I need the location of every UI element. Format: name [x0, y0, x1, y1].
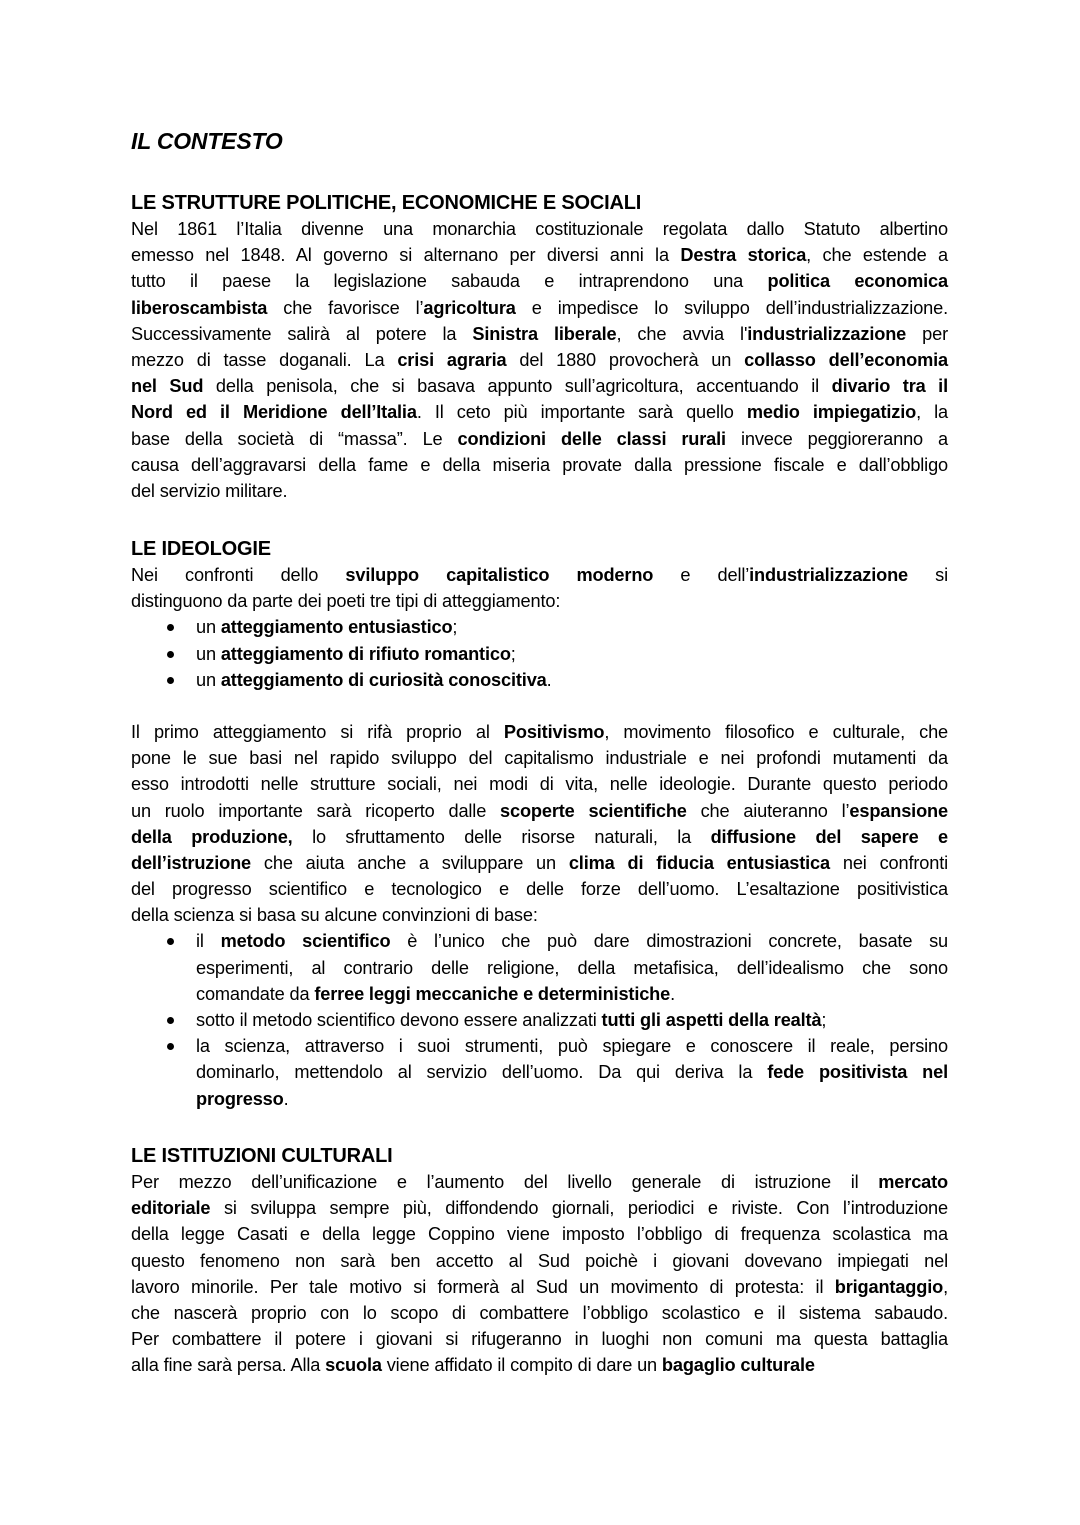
text: Per combattere il potere i giovani si rifugeranno in luoghi non comuni ma questa battaglia [131, 1329, 948, 1350]
text: che aiuta anche a sviluppare un [251, 852, 569, 873]
text-line [196, 928, 948, 954]
text: ; [510, 643, 516, 664]
bold-text: progresso [196, 1088, 284, 1109]
bullet-icon [167, 651, 174, 658]
text-line [131, 1326, 948, 1352]
text-line [131, 242, 948, 268]
bold-text: atteggiamento entusiastico [220, 617, 453, 638]
bold-text: bagaglio culturale [661, 1355, 815, 1376]
section-ideologie [131, 536, 948, 1112]
text: , movimento filosofico e culturale, che [604, 721, 948, 742]
text: si sviluppa sempre più, diffondendo giornali, periodici e riviste. Con l’introduzione [210, 1198, 948, 1219]
text-line [131, 824, 948, 850]
paragraph [131, 1169, 948, 1379]
text: , che avvia l' [616, 323, 748, 344]
text: lavoro minorile. Per tale motivo si formerà al Sud un movimento di protesta: il [131, 1276, 835, 1297]
text: . [546, 669, 552, 690]
text: comandate da [196, 983, 315, 1004]
text-line [131, 295, 948, 321]
bold-text: politica economica [767, 271, 948, 292]
text: per [906, 323, 948, 344]
text: Nei confronti dello [131, 565, 346, 585]
text: Il primo atteggiamento si rifà proprio al [131, 721, 504, 742]
text-line [131, 902, 948, 928]
text: , che estende a [806, 245, 948, 266]
text: è l’unico che può dare dimostrazioni concrete, basate su [390, 931, 948, 952]
bold-text: Destra storica [680, 245, 807, 266]
bold-text: industrializzazione [749, 565, 908, 585]
text: del 1880 provocherà un [506, 349, 745, 370]
list-item [131, 1007, 948, 1033]
bullet-icon [167, 1017, 174, 1024]
text: . [283, 1088, 289, 1109]
text: pone le sue basi nel rapido sviluppo del capitalismo industriale e nei profondi mutamenti da [131, 748, 948, 769]
text-line [196, 955, 948, 981]
text-line [131, 373, 948, 399]
text-line [131, 1169, 948, 1195]
text-line [131, 347, 948, 373]
text-line [131, 268, 948, 294]
bold-text: della produzione, [131, 826, 293, 847]
text-line [131, 216, 948, 242]
text: un [196, 643, 221, 664]
bold-text: agricoltura [423, 297, 516, 318]
section-heading: LE STRUTTURE POLITICHE, ECONOMICHE E SOCIALI [131, 192, 642, 214]
text: lo sfruttamento delle risorse naturali, la [292, 826, 711, 847]
text: Nel 1861 l’Italia divenne una monarchia costituzionale regolata dallo Statuto albertino [131, 219, 948, 239]
text: distinguono da parte dei poeti tre tipi di atteggiamento: [131, 591, 561, 612]
text-line [196, 641, 948, 667]
bold-text: mercato [878, 1172, 948, 1192]
text: invece peggioreranno a [725, 428, 948, 449]
bold-text: liberoscambista [131, 297, 268, 318]
bold-text: collasso dell’economia [744, 349, 948, 370]
bold-text: atteggiamento di curiosità conoscitiva [220, 669, 547, 690]
text-line [196, 1086, 948, 1112]
text-line [131, 1195, 948, 1221]
bold-text: nel Sud [131, 376, 204, 397]
text: , [943, 1276, 948, 1297]
text: . [670, 983, 676, 1004]
bold-text: diffusione del sapere e [710, 826, 948, 847]
text: la scienza, attraverso i suoi strumenti, può spiegare e conoscere il reale, persino [196, 1036, 948, 1057]
text-line [131, 745, 948, 771]
paragraph [131, 216, 948, 504]
text: un [196, 669, 221, 690]
bold-text: espansione [849, 800, 948, 821]
bullet-icon [167, 624, 174, 631]
text-line [196, 614, 948, 640]
list-item [131, 928, 948, 1007]
text: dominarlo, mettendolo al servizio dell’uomo. Da qui deriva la [196, 1062, 768, 1083]
text: base della società di “massa”. Le [131, 428, 458, 449]
bold-text: dell’istruzione [131, 852, 252, 873]
text: della penisola, che si basava appunto sull’agricoltura, accentuando il [203, 376, 832, 397]
text-line [131, 321, 948, 347]
text-line [131, 399, 948, 425]
text-line [131, 1352, 948, 1378]
text: . Il ceto più importante sarà quello [416, 402, 747, 423]
text: mezzo di tasse doganali. La [131, 349, 398, 370]
text-line [196, 981, 948, 1007]
bold-text: tutti gli aspetti della realtà [601, 1010, 822, 1030]
section-heading: LE IDEOLOGIE [131, 538, 271, 560]
text: e dell’ [653, 565, 750, 585]
text: esperimenti, al contrario delle religione, della metafisica, dell’idealismo che sono [196, 957, 948, 978]
bold-text: Positivismo [503, 721, 605, 742]
text: tutto il paese la legislazione sabauda e intraprendono una [131, 271, 768, 292]
text: del servizio militare. [131, 480, 288, 501]
bold-text: industrializzazione [747, 323, 907, 344]
text-line [131, 426, 948, 452]
bold-text: metodo scientifico [220, 931, 391, 952]
text: emesso nel 1848. Al governo si alternano per diversi anni la [131, 245, 681, 266]
text: , la [916, 402, 948, 423]
text: viene affidato il compito di dare un [381, 1355, 662, 1376]
text: il [196, 931, 221, 952]
text: un [196, 617, 221, 638]
text: sotto il metodo scientifico devono essere analizzati [196, 1010, 602, 1030]
text: alla fine sarà persa. Alla [131, 1355, 326, 1376]
text-line [131, 850, 948, 876]
bullet-list [131, 928, 948, 1111]
text: ; [821, 1010, 827, 1030]
text: questo fenomeno non sarà ben accetto al Sud poichè i giovani dovevano impiegati nel [131, 1250, 948, 1271]
text-line [131, 1274, 948, 1300]
bold-text: divario tra il [831, 376, 948, 397]
paragraph [131, 562, 948, 614]
bullet-icon [167, 938, 174, 945]
text-line [131, 771, 948, 797]
list-item [131, 667, 948, 693]
text-line [131, 1248, 948, 1274]
bold-text: clima di fiducia entusiastica [568, 852, 830, 873]
text-line [131, 719, 948, 745]
text: esso introdotti nelle strutture sociali, nei modi di vita, nelle ideologie. Durante questo periodo [131, 774, 948, 795]
bold-text: condizioni delle classi rurali [457, 428, 726, 449]
section-heading: LE ISTITUZIONI CULTURALI [131, 1145, 393, 1167]
bold-text: atteggiamento di rifiuto romantico [220, 643, 511, 664]
text-line [196, 1033, 948, 1059]
list-item [131, 641, 948, 667]
text-line [196, 667, 948, 693]
bold-text: Sinistra liberale [472, 323, 617, 344]
text-line [131, 478, 948, 504]
paragraph [131, 719, 948, 929]
text-line [131, 588, 948, 614]
text-line [131, 798, 948, 824]
bullet-list [131, 614, 948, 693]
text: della legge Casati e della legge Coppino viene imposto l’obbligo di frequenza scolastica ma [131, 1224, 948, 1245]
bullet-icon [167, 677, 174, 684]
text-line [196, 1007, 948, 1033]
bold-text: scoperte scientifiche [500, 800, 687, 821]
bold-text: sviluppo capitalistico moderno [345, 565, 654, 585]
text-line [131, 876, 948, 902]
text: del progresso scientifico e tecnologico e delle forze dell’uomo. L’esaltazione positivistica [131, 879, 948, 900]
text: ; [452, 617, 458, 638]
text: Per mezzo dell’unificazione e l’aumento del livello generale di istruzione il [131, 1172, 879, 1192]
bold-text: fede positivista nel [767, 1062, 948, 1083]
bold-text: medio impiegatizio [746, 402, 917, 423]
text: un ruolo importante sarà ricoperto dalle [131, 800, 501, 821]
text-line [196, 1059, 948, 1085]
section-istituzioni [131, 1143, 948, 1379]
bold-text: brigantaggio [834, 1276, 944, 1297]
text-line [131, 562, 948, 588]
text: che favorisce l’ [267, 297, 424, 318]
text: si [908, 565, 948, 585]
bullet-icon [167, 1043, 174, 1050]
text: causa dell’aggravarsi della fame e della miseria provate dalla pressione fiscale e dall’obbligo [131, 454, 948, 475]
bold-text: editoriale [131, 1198, 211, 1219]
bold-text: Nord ed il Meridione dell’Italia [131, 402, 417, 423]
text: della scienza si basa su alcune convinzioni di base: [131, 905, 538, 926]
bold-text: crisi agraria [397, 349, 507, 370]
bold-text: ferree leggi meccaniche e deterministiche [314, 983, 671, 1004]
text: Successivamente salirà al potere la [131, 323, 473, 344]
section-strutture [131, 190, 948, 504]
text-line [131, 1221, 948, 1247]
text-line [131, 452, 948, 478]
list-item [131, 614, 948, 640]
bold-text: scuola [325, 1355, 382, 1376]
list-item [131, 1033, 948, 1112]
text-line [131, 1300, 948, 1326]
text: che nascerà proprio con lo scopo di combattere l’obbligo scolastico e il sistema sabaudo. [131, 1302, 948, 1323]
document-title: IL CONTESTO [131, 128, 283, 154]
text: che aiuteranno l’ [686, 800, 850, 821]
text: nei confronti [830, 852, 948, 873]
text: e impedisce lo sviluppo dell’industrializzazione. [515, 297, 948, 318]
